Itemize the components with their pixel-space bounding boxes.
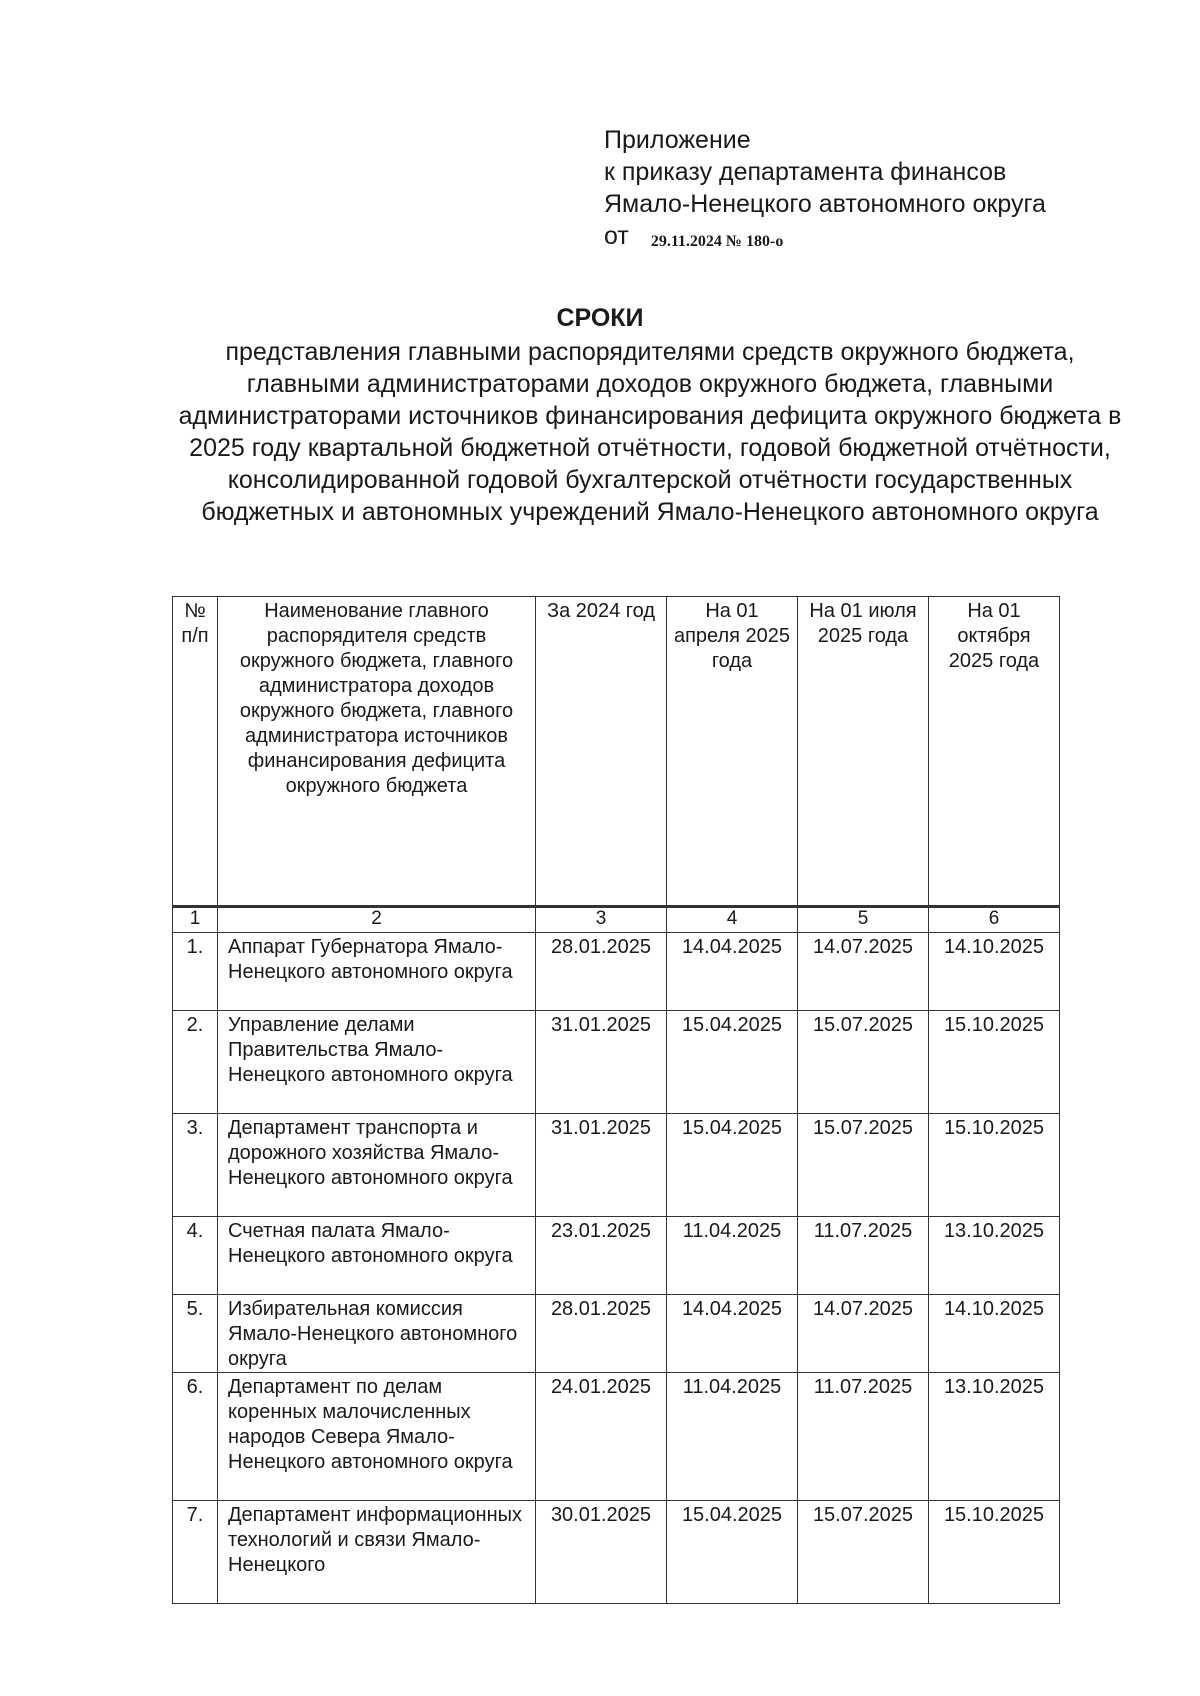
row-number: 4. [173,1217,218,1295]
row-date-july: 15.07.2025 [798,1011,929,1114]
row-date-july: 15.07.2025 [798,1501,929,1604]
row-date-october: 13.10.2025 [929,1217,1060,1295]
row-date-october: 13.10.2025 [929,1373,1060,1501]
column-number: 3 [536,907,667,933]
row-date-july: 11.07.2025 [798,1217,929,1295]
row-date-april: 11.04.2025 [667,1217,798,1295]
column-number: 2 [218,907,536,933]
row-name: Управление делами Правительства Ямало-Ненецкого автономного округа [218,1011,536,1114]
header-april: На 01 апреля 2025 года [667,597,798,907]
row-date-april: 15.04.2025 [667,1114,798,1217]
row-name: Департамент транспорта и дорожного хозяйства Ямало-Ненецкого автономного округа [218,1114,536,1217]
row-date-2024: 24.01.2025 [536,1373,667,1501]
appendix-block [604,124,1046,252]
table-row [173,1114,1060,1217]
row-number: 5. [173,1295,218,1373]
order-from-label: от [604,222,629,250]
header-october: На 01 октября 2025 года [929,597,1060,907]
row-date-july: 15.07.2025 [798,1114,929,1217]
header-number: № п/п [173,597,218,907]
document-subtitle: представления главными распорядителями средств окружного бюджета, главными администраторами доходов окружного бюджета, главными администраторами источников финансирования дефицита окружного бюджета в 2025 году квартальной бюджетной отчётности, годовой бюджетной отчётности, консолидированной годовой бухгалтерской отчётности государственных бюджетных и автономных учреждений Ямало-Ненецкого автономного округа [178,338,1122,526]
row-date-july: 14.07.2025 [798,933,929,1011]
order-number: 29.11.2024 № 180-о [650,233,784,250]
appendix-line-2: к приказу департамента финансов [604,158,1007,186]
row-number: 7. [173,1501,218,1604]
table-row [173,1217,1060,1295]
row-date-2024: 28.01.2025 [536,933,667,1011]
row-date-july: 14.07.2025 [798,1295,929,1373]
appendix-line-3: Ямало-Ненецкого автономного округа [604,190,1046,218]
header-july: На 01 июля 2025 года [798,597,929,907]
row-name: Департамент информационных технологий и связи Ямало-Ненецкого [218,1501,536,1604]
row-date-2024: 28.01.2025 [536,1295,667,1373]
order-line [604,220,1046,252]
row-number: 2. [173,1011,218,1114]
column-number: 6 [929,907,1060,933]
row-name: Счетная палата Ямало-Ненецкого автономного округа [218,1217,536,1295]
row-date-april: 11.04.2025 [667,1373,798,1501]
row-name: Департамент по делам коренных малочисленных народов Севера Ямало-Ненецкого автономного округа [218,1373,536,1501]
row-date-2024: 31.01.2025 [536,1011,667,1114]
column-number-row [173,907,1060,933]
row-number: 6. [173,1373,218,1501]
deadlines-table [172,596,1060,1604]
table-row [173,1373,1060,1501]
row-date-april: 15.04.2025 [667,1011,798,1114]
row-date-october: 14.10.2025 [929,933,1060,1011]
row-number: 3. [173,1114,218,1217]
document-title: СРОКИ [556,304,644,332]
table-row [173,1501,1060,1604]
row-date-october: 15.10.2025 [929,1501,1060,1604]
row-number: 1. [173,933,218,1011]
row-date-april: 14.04.2025 [667,933,798,1011]
column-number: 1 [173,907,218,933]
column-number: 5 [798,907,929,933]
row-date-2024: 23.01.2025 [536,1217,667,1295]
table-row [173,1295,1060,1373]
table-row [173,933,1060,1011]
row-date-2024: 30.01.2025 [536,1501,667,1604]
column-number: 4 [667,907,798,933]
table-header-row [173,597,1060,907]
row-date-april: 14.04.2025 [667,1295,798,1373]
row-date-october: 15.10.2025 [929,1011,1060,1114]
row-name: Аппарат Губернатора Ямало-Ненецкого автономного округа [218,933,536,1011]
row-date-april: 15.04.2025 [667,1501,798,1604]
appendix-line-1: Приложение [604,126,751,154]
header-year-2024: За 2024 год [536,597,667,907]
row-date-october: 14.10.2025 [929,1295,1060,1373]
row-date-july: 11.07.2025 [798,1373,929,1501]
row-name: Избирательная комиссия Ямало-Ненецкого автономного округа [218,1295,536,1373]
row-date-october: 15.10.2025 [929,1114,1060,1217]
row-date-2024: 31.01.2025 [536,1114,667,1217]
header-name: Наименование главного распорядителя средств окружного бюджета, главного администратора доходов окружного бюджета, главного администратора источников финансирования дефицита окружного бюджета [218,597,536,907]
table-row [173,1011,1060,1114]
